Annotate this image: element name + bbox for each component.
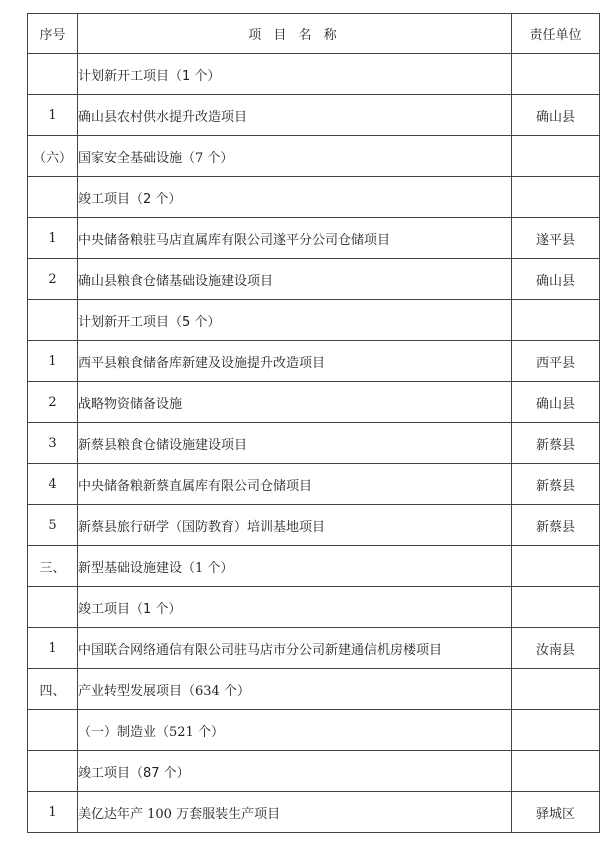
table-body <box>28 54 600 833</box>
row-responsible-unit <box>512 177 600 218</box>
row-seq: 1 <box>28 218 78 259</box>
row-seq: 1 <box>28 341 78 382</box>
table-row <box>28 95 600 136</box>
row-responsible-unit: 确山县 <box>512 382 600 423</box>
row-project-name: 战略物资储备设施 <box>78 382 512 423</box>
row-seq <box>28 177 78 218</box>
row-project-name: 西平县粮食储备库新建及设施提升改造项目 <box>78 341 512 382</box>
row-project-name: （一）制造业（521 个） <box>78 710 512 751</box>
row-seq <box>28 587 78 628</box>
table-row <box>28 751 600 792</box>
row-project-name: 计划新开工项目（1 个） <box>78 54 512 95</box>
table-row <box>28 423 600 464</box>
header-unit: 责任单位 <box>512 14 600 54</box>
table-row <box>28 505 600 546</box>
row-project-name: 产业转型发展项目（634 个） <box>78 669 512 710</box>
row-responsible-unit: 确山县 <box>512 95 600 136</box>
table-row <box>28 628 600 669</box>
row-project-name: 确山县粮食仓储基础设施建设项目 <box>78 259 512 300</box>
row-project-name: 计划新开工项目（5 个） <box>78 300 512 341</box>
table-row <box>28 587 600 628</box>
project-table <box>27 13 600 833</box>
row-seq <box>28 300 78 341</box>
row-seq <box>28 751 78 792</box>
row-seq: 2 <box>28 259 78 300</box>
row-responsible-unit <box>512 54 600 95</box>
row-seq: 4 <box>28 464 78 505</box>
table-row <box>28 54 600 95</box>
row-project-name: 国家安全基础设施（7 个） <box>78 136 512 177</box>
table-row <box>28 382 600 423</box>
row-project-name: 竣工项目（1 个） <box>78 587 512 628</box>
row-responsible-unit <box>512 587 600 628</box>
row-responsible-unit: 新蔡县 <box>512 423 600 464</box>
row-responsible-unit <box>512 669 600 710</box>
row-seq: 1 <box>28 95 78 136</box>
row-project-name: 新蔡县粮食仓储设施建设项目 <box>78 423 512 464</box>
row-responsible-unit <box>512 710 600 751</box>
table-row <box>28 710 600 751</box>
row-responsible-unit: 驿城区 <box>512 792 600 833</box>
row-seq: （六） <box>28 136 78 177</box>
row-seq <box>28 710 78 751</box>
row-project-name: 竣工项目（87 个） <box>78 751 512 792</box>
row-responsible-unit: 遂平县 <box>512 218 600 259</box>
row-responsible-unit <box>512 751 600 792</box>
table-row <box>28 546 600 587</box>
table-header <box>28 14 600 54</box>
row-project-name: 中央储备粮驻马店直属库有限公司遂平分公司仓储项目 <box>78 218 512 259</box>
row-seq: 四、 <box>28 669 78 710</box>
row-responsible-unit: 新蔡县 <box>512 505 600 546</box>
row-seq: 3 <box>28 423 78 464</box>
row-project-name: 竣工项目（2 个） <box>78 177 512 218</box>
table-row <box>28 177 600 218</box>
table-row <box>28 259 600 300</box>
table-row <box>28 300 600 341</box>
table-row <box>28 792 600 833</box>
row-seq: 1 <box>28 792 78 833</box>
row-responsible-unit <box>512 300 600 341</box>
row-seq: 1 <box>28 628 78 669</box>
row-project-name: 确山县农村供水提升改造项目 <box>78 95 512 136</box>
header-row <box>28 14 600 54</box>
table-row <box>28 136 600 177</box>
table-row <box>28 669 600 710</box>
table-row <box>28 218 600 259</box>
row-seq: 2 <box>28 382 78 423</box>
table-row <box>28 464 600 505</box>
row-seq: 5 <box>28 505 78 546</box>
header-seq: 序号 <box>28 14 78 54</box>
row-project-name: 中央储备粮新蔡直属库有限公司仓储项目 <box>78 464 512 505</box>
row-project-name: 美亿达年产 100 万套服装生产项目 <box>78 792 512 833</box>
table-row <box>28 341 600 382</box>
row-responsible-unit: 西平县 <box>512 341 600 382</box>
row-project-name: 新蔡县旅行研学（国防教育）培训基地项目 <box>78 505 512 546</box>
row-responsible-unit: 汝南县 <box>512 628 600 669</box>
header-name: 项 目 名 称 <box>78 14 512 54</box>
row-responsible-unit: 确山县 <box>512 259 600 300</box>
row-seq <box>28 54 78 95</box>
row-responsible-unit <box>512 136 600 177</box>
row-seq: 三、 <box>28 546 78 587</box>
row-responsible-unit: 新蔡县 <box>512 464 600 505</box>
row-project-name: 中国联合网络通信有限公司驻马店市分公司新建通信机房楼项目 <box>78 628 512 669</box>
row-responsible-unit <box>512 546 600 587</box>
row-project-name: 新型基础设施建设（1 个） <box>78 546 512 587</box>
